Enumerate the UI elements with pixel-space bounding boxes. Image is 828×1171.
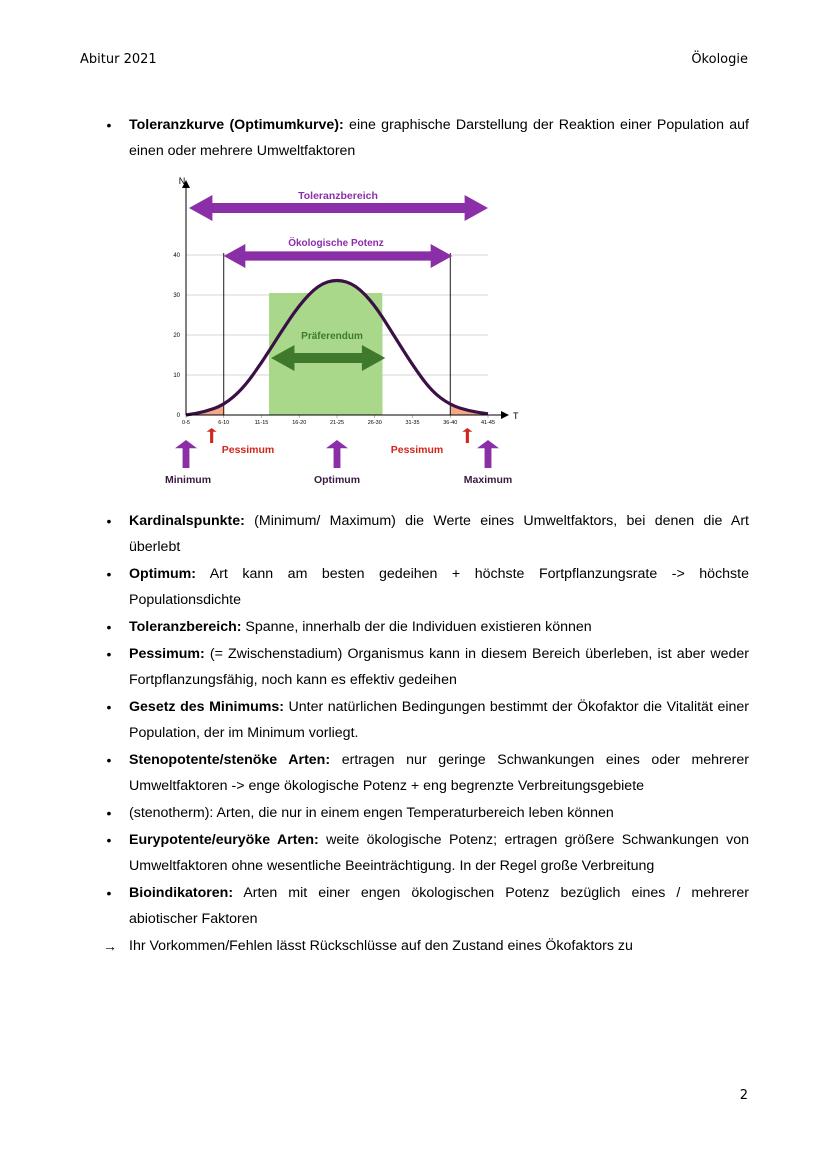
- list-item: [103, 880, 749, 932]
- bullet: •: [106, 619, 112, 635]
- definition: eine graphische Darstellung der Reaktion einer Population auf einen oder mehrere Umweltfaktoren: [129, 117, 749, 159]
- area-fills: [186, 279, 488, 415]
- bullet: •: [106, 513, 112, 529]
- definition-list: [103, 508, 749, 960]
- definition: Unter natürlichen Bedingungen bestimmt der Ökofaktor die Vitalität einer Population, der im Minimum vorliegt.: [129, 699, 749, 741]
- list-item: [103, 561, 749, 613]
- x-tick-label: 26-30: [367, 420, 382, 426]
- maximum-label: Maximum: [463, 474, 513, 486]
- bullet: •: [106, 805, 112, 821]
- definition: (= Zwischenstadium) Organismus kann in diesem Bereich überleben, ist aber weder Fortpflanzungsfähig, noch kann es effektiv gedeihen: [129, 646, 749, 688]
- y-tick-label: 20: [173, 333, 180, 339]
- minimum-arrow: [175, 440, 197, 468]
- term: Pessimum:: [129, 646, 205, 662]
- x-tick-label: 41-45: [480, 420, 496, 426]
- term: Optimum:: [129, 566, 196, 582]
- definition: Art kann am besten gedeihen + höchste Fortpflanzungsrate -> höchste Populationsdichte: [129, 566, 749, 608]
- header-right: Ökologie: [691, 52, 748, 67]
- list-item: [103, 827, 749, 879]
- definition: (stenotherm): Arten, die nur in einem engen Temperaturbereich leben können: [129, 805, 614, 821]
- list-item: [103, 800, 749, 826]
- header-left: Abitur 2021: [80, 52, 157, 67]
- x-tick-label: 11-15: [254, 420, 269, 426]
- list-item: [103, 747, 749, 799]
- arrow-icon: →: [103, 938, 117, 954]
- x-tick-label: 36-40: [443, 420, 458, 426]
- y-axis-label: N: [178, 176, 186, 186]
- intro-list: [103, 112, 749, 165]
- y-tick-label: 10: [173, 373, 180, 379]
- x-tick-label: 16-20: [292, 420, 307, 426]
- definition: Ihr Vorkommen/Fehlen lässt Rückschlüsse auf den Zustand eines Ökofaktors zu: [129, 938, 633, 954]
- x-tick-label: 0-5: [182, 420, 190, 426]
- term: Gesetz des Minimums:: [129, 699, 284, 715]
- definition: Arten mit einer engen ökologischen Potenz bezüglich eines / mehrerer abiotischer Faktoren: [129, 885, 749, 927]
- pessimum-right-label: Pessimum: [390, 444, 444, 456]
- definition: (Minimum/ Maximum) die Werte eines Umweltfaktors, bei denen die Art überlebt: [129, 513, 749, 555]
- definition: ertragen nur geringe Schwankungen eines oder mehrerer Umweltfaktoren -> enge ökologische Potenz + eng begrenzte Verbreitungsgebiete: [129, 752, 750, 794]
- bullet: •: [106, 646, 112, 662]
- pessimum-right-arrow: [462, 428, 472, 443]
- term: Toleranzbereich:: [129, 619, 242, 635]
- pessimum-left-arrow: [207, 428, 217, 443]
- page-number: 2: [739, 1088, 748, 1103]
- definition: Spanne, innerhalb der die Individuen existieren können: [241, 619, 592, 635]
- praeferendum-label: Präferendum: [301, 331, 363, 342]
- term: Toleranzkurve (Optimumkurve):: [129, 117, 344, 133]
- list-item: [103, 641, 749, 693]
- definition: weite ökologische Potenz; ertragen größere Schwankungen von Umweltfaktoren ohne wesentliche Beeinträchtigung. In der Regel große Verbreitung: [129, 832, 749, 874]
- minimum-label: Minimum: [164, 474, 212, 486]
- x-tick-label: 31-35: [405, 420, 420, 426]
- term: Eurypotente/euryöke Arten:: [129, 832, 319, 848]
- y-tick-label: 40: [173, 253, 180, 259]
- bullet: •: [106, 699, 112, 715]
- marker-arrows: [165, 428, 512, 486]
- tolerance-curve-chart: [155, 170, 535, 495]
- bullet: •: [106, 752, 112, 768]
- bullet: •: [106, 566, 112, 582]
- list-item-toleranzkurve: [103, 112, 749, 164]
- list-item: [103, 614, 749, 640]
- term: Kardinalspunkte:: [129, 513, 245, 529]
- potenz-label: Ökologische Potenz: [288, 238, 384, 249]
- maximum-arrow: [477, 440, 499, 468]
- bullet: •: [106, 117, 112, 133]
- bullet: •: [106, 832, 112, 848]
- x-tick-label: 6-10: [218, 420, 230, 426]
- term: Stenopotente/stenöke Arten:: [129, 752, 331, 768]
- optimum-label: Optimum: [313, 474, 361, 486]
- bullet: •: [106, 885, 112, 901]
- list-item: [103, 694, 749, 746]
- term: Bioindikatoren:: [129, 885, 234, 901]
- list-item: [103, 508, 749, 560]
- list-item: [103, 933, 749, 959]
- x-tick-label: 21-25: [329, 420, 345, 426]
- optimum-arrow: [326, 440, 348, 468]
- y-tick-label: 30: [173, 293, 180, 299]
- pessimum-left-label: Pessimum: [221, 444, 275, 456]
- y-tick-label: 0: [176, 413, 180, 419]
- x-axis-label: T: [513, 411, 519, 421]
- toleranzbereich-label: Toleranzbereich: [298, 190, 378, 202]
